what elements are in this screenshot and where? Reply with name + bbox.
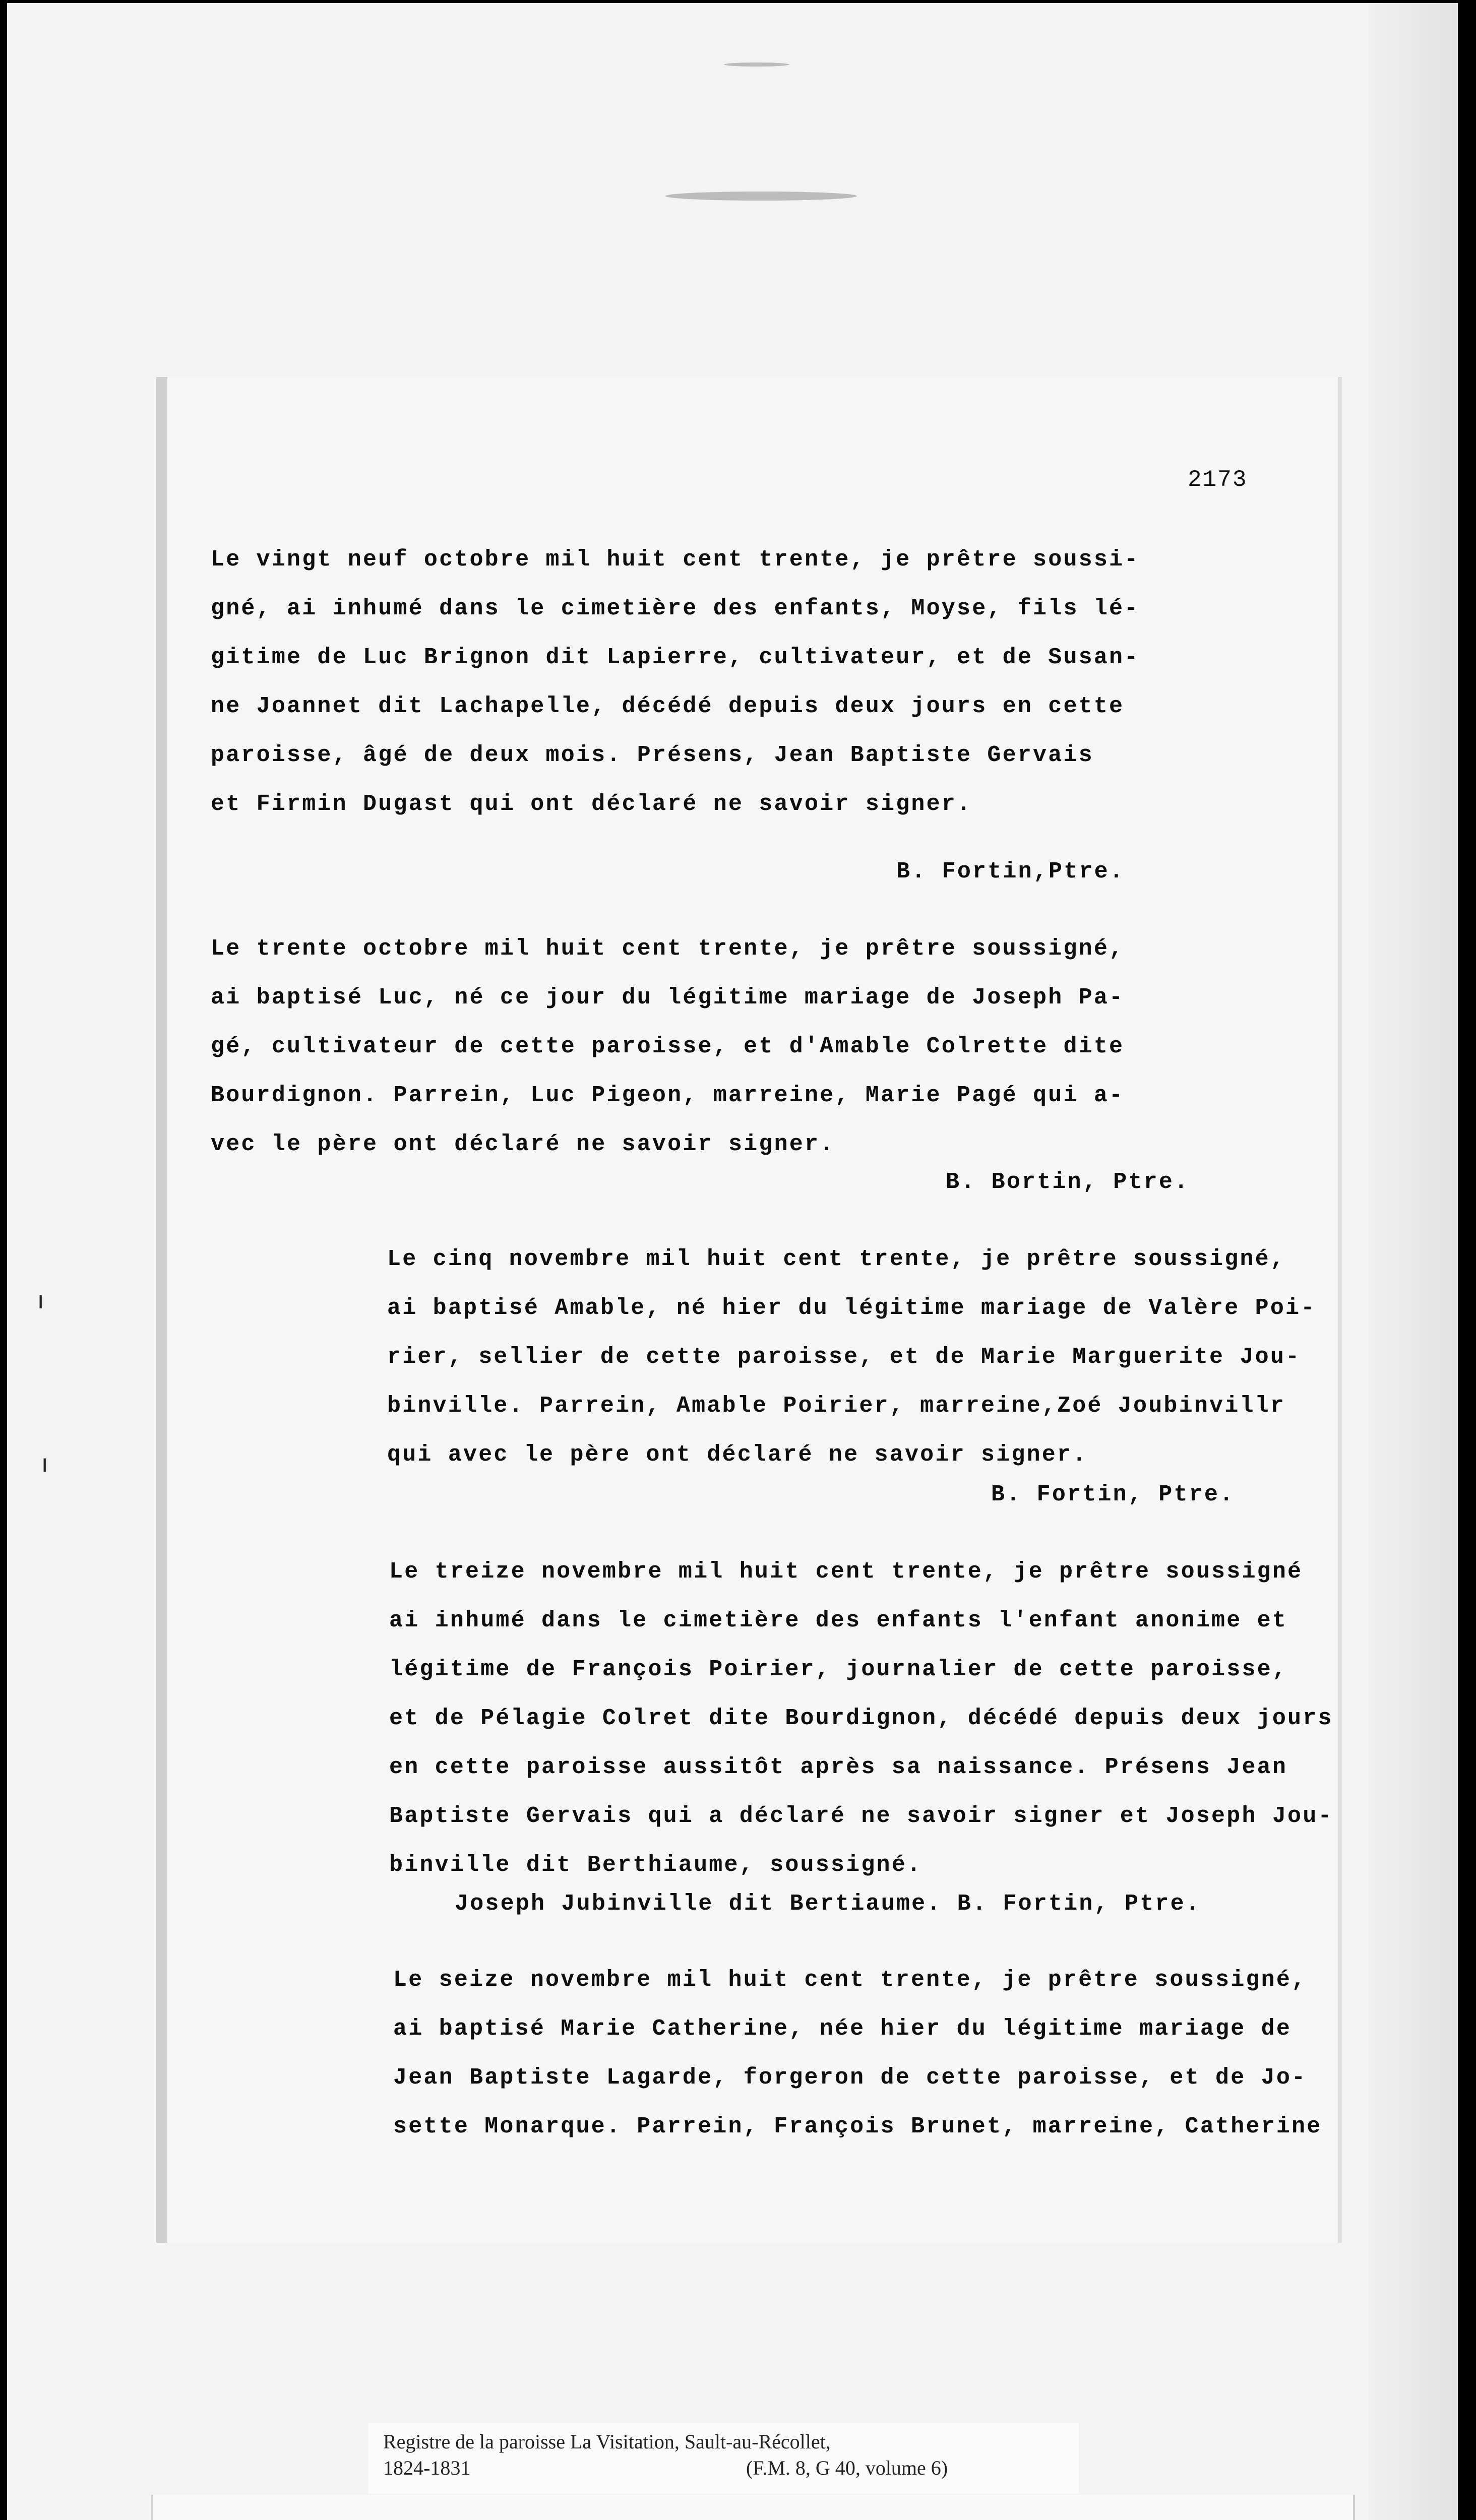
film-speck — [724, 62, 789, 67]
entry-line: ne Joannet dit Lachapelle, décédé depuis deux jours en cette — [211, 694, 1125, 719]
entry-line: ai baptisé Luc, né ce jour du légitime mariage de Joseph Pa- — [211, 985, 1125, 1011]
entry-line: rier, sellier de cette paroisse, et de Marie Marguerite Jou- — [387, 1344, 1301, 1370]
register-entry-2 — [211, 924, 1158, 1169]
entry-line: Le treize novembre mil huit cent trente, je prêtre soussigné — [389, 1559, 1303, 1585]
register-entry-1 — [211, 535, 1158, 829]
entry-1-signature: B. Fortin,Ptre. — [896, 859, 1125, 885]
entry-line: et de Pélagie Colret dite Bourdignon, décédé depuis deux jours — [389, 1706, 1333, 1731]
entry-line: Le vingt neuf octobre mil huit cent trente, je prêtre soussi- — [211, 547, 1140, 573]
archive-stamp-panel — [151, 2495, 1355, 2520]
entry-line: paroisse, âgé de deux mois. Présens, Jean Baptiste Gervais — [211, 742, 1094, 768]
entry-line: binville. Parrein, Amable Poirier, marreine,Zoé Joubinvillr — [387, 1393, 1286, 1419]
register-entry-5 — [393, 1956, 1341, 2151]
entry-4-signature: Joseph Jubinville dit Bertiaume. B. Fortin, Ptre. — [455, 1891, 1201, 1917]
entry-line: ai inhumé dans le cimetière des enfants l'enfant anonime et — [389, 1608, 1288, 1633]
entry-line: qui avec le père ont déclaré ne savoir signer. — [387, 1442, 1088, 1468]
entry-line: vec le père ont déclaré ne savoir signer. — [211, 1131, 835, 1157]
entry-line: et Firmin Dugast qui ont déclaré ne savoir signer. — [211, 791, 972, 817]
entry-line: sette Monarque. Parrein, François Brunet, marreine, Catherine — [393, 2114, 1322, 2139]
entry-line: Le cinq novembre mil huit cent trente, je prêtre soussigné, — [387, 1246, 1286, 1272]
entry-line: gitime de Luc Brignon dit Lapierre, cultivateur, et de Susan- — [211, 645, 1140, 670]
citation-title: Registre de la paroisse La Visitation, Sault-au-Récollet, — [383, 2430, 831, 2453]
entry-line: binville dit Berthiaume, soussigné. — [389, 1852, 922, 1878]
entry-line: gné, ai inhumé dans le cimetière des enfants, Moyse, fils lé- — [211, 596, 1140, 621]
entry-line: Le trente octobre mil huit cent trente, je prêtre soussigné, — [211, 936, 1125, 962]
film-smudge — [665, 192, 857, 201]
page-number: 2173 — [1188, 467, 1248, 493]
margin-tick-mark: ı — [41, 1450, 48, 1478]
entry-line: ai baptisé Amable, né hier du légitime mariage de Valère Poi- — [387, 1295, 1316, 1321]
board-edge-shade — [1368, 3, 1458, 2520]
entry-line: légitime de François Poirier, journalier de cette paroisse, — [389, 1657, 1288, 1682]
register-entry-3 — [387, 1235, 1335, 1479]
entry-line: Baptiste Gervais qui a déclaré ne savoir signer et Joseph Jou- — [389, 1803, 1333, 1829]
entry-line: en cette paroisse aussitôt après sa naissance. Présens Jean — [389, 1754, 1288, 1780]
citation-years: 1824-1831 — [383, 2456, 471, 2479]
entry-line: Jean Baptiste Lagarde, forgeron de cette paroisse, et de Jo- — [393, 2065, 1307, 2091]
entry-line: Bourdignon. Parrein, Luc Pigeon, marreine, Marie Pagé qui a- — [211, 1083, 1125, 1108]
entry-3-signature: B. Fortin, Ptre. — [991, 1482, 1235, 1507]
entry-2-signature: B. Bortin, Ptre. — [946, 1169, 1190, 1195]
citation-label — [368, 2423, 1079, 2494]
entry-line: gé, cultivateur de cette paroisse, et d'Amable Colrette dite — [211, 1034, 1125, 1059]
entry-line: ai baptisé Marie Catherine, née hier du légitime mariage de — [393, 2016, 1292, 2042]
register-entry-4 — [389, 1547, 1337, 1889]
entry-line: Le seize novembre mil huit cent trente, je prêtre soussigné, — [393, 1967, 1307, 1993]
citation-reference: (F.M. 8, G 40, volume 6) — [746, 2456, 948, 2479]
margin-tick-mark: ı — [37, 1286, 44, 1314]
